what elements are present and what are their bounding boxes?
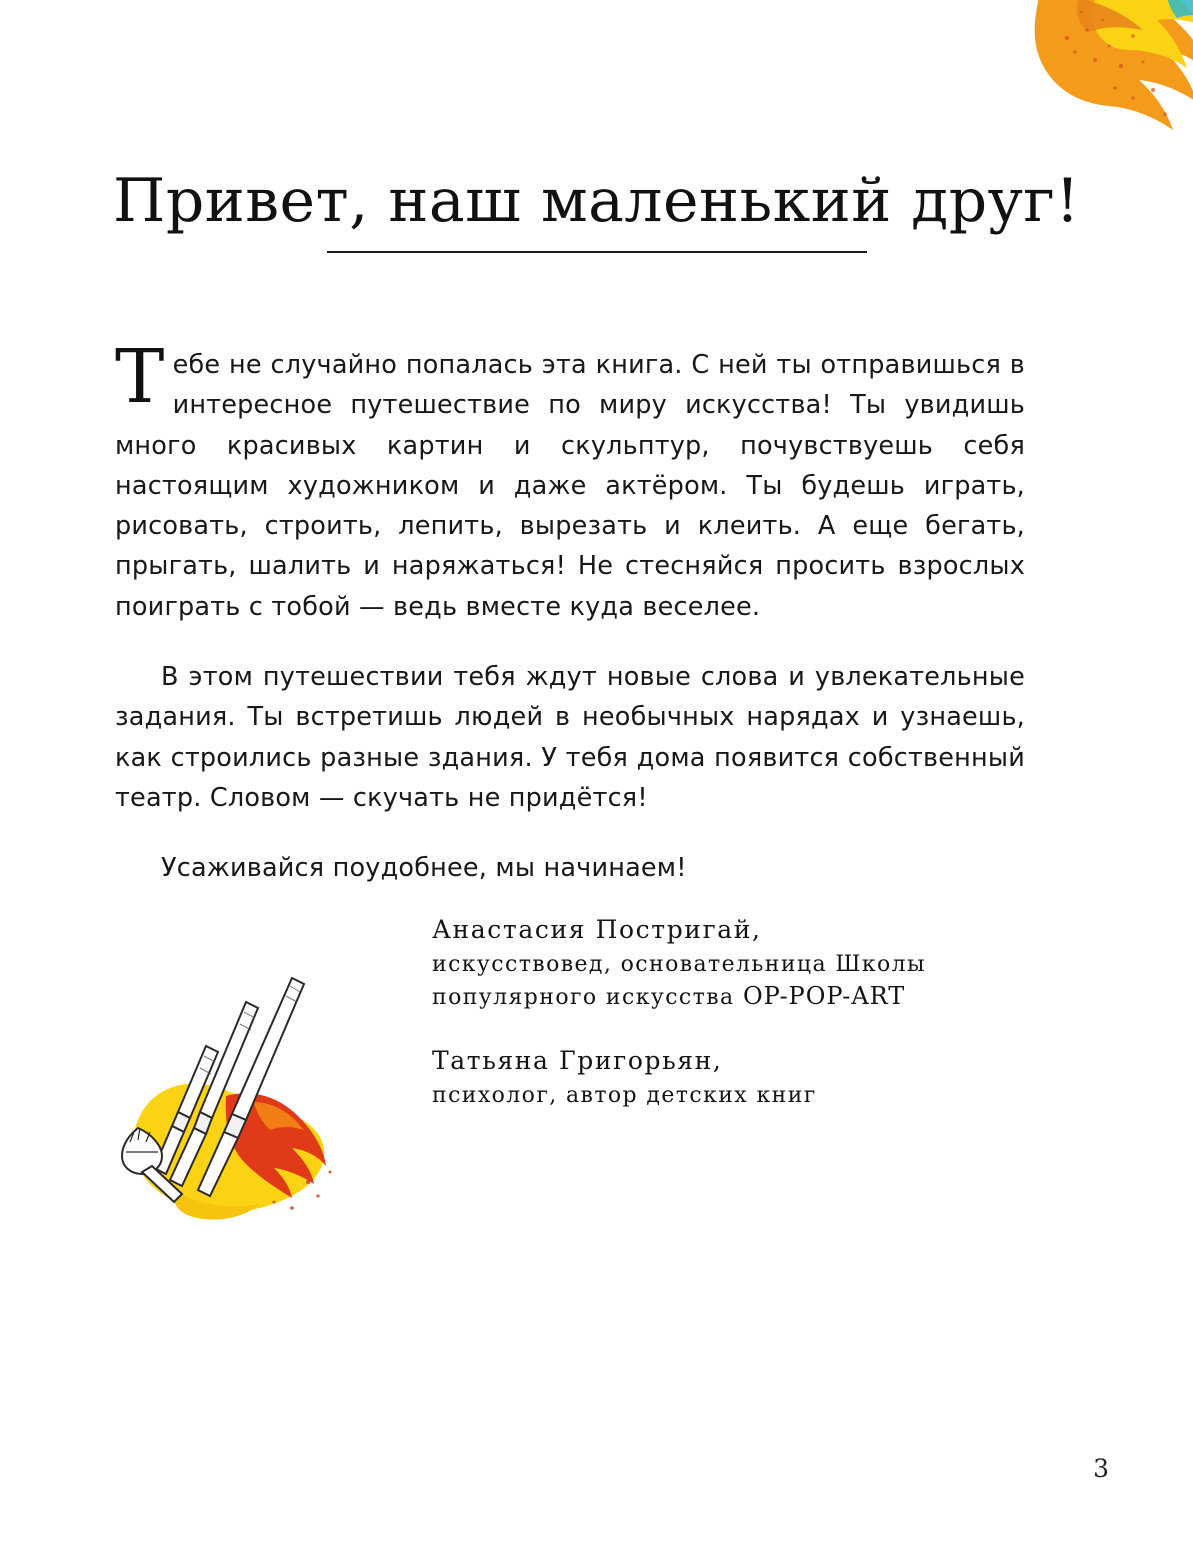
page-number: 3 bbox=[1093, 1454, 1109, 1483]
title-divider bbox=[327, 251, 867, 253]
paragraph-1 bbox=[115, 334, 1025, 627]
signature-author-2 bbox=[432, 1046, 1052, 1111]
signature-role-2: психолог, автор детских книг bbox=[432, 1083, 817, 1109]
school-brand-name: OP-POP-ART bbox=[742, 981, 906, 1010]
paragraph-1-text: ебе не случайно попалась эта книга. С ней ты отправишься в интересное путешествие по миру искусства! Ты увидишь много красивых картин и скульптур, почувствуешь себя настоящим художником и даже актёром. Ты будешь играть, рисовать, строить, лепить, вырезать и клеить. А еще бегать, прыгать, шалить и наряжаться! Не стесняйся просить взрослых поиграть с тобой — ведь вместе куда веселее. bbox=[115, 350, 1025, 622]
signature-author-1 bbox=[432, 915, 1052, 1012]
signature-role-1-line2: популярного искусства bbox=[432, 984, 735, 1010]
page-title-block bbox=[0, 166, 1193, 253]
paint-brushes-icon bbox=[78, 950, 428, 1270]
paragraph-3: Усаживайся поудобнее, мы начинаем! bbox=[161, 853, 687, 884]
drop-cap: Т bbox=[115, 334, 165, 420]
paragraph-2: В этом путешествии тебя ждут новые слова и увлекательные задания. Ты встретишь людей в необычных нарядах и узнаешь, как строились разные здания. У тебя дома появится собственный театр. Словом — скучать не придётся! bbox=[115, 661, 1025, 813]
signature-block bbox=[432, 915, 1052, 1111]
page-body bbox=[115, 334, 1025, 888]
signature-name-1: Анастасия Постригай, bbox=[432, 915, 762, 944]
page-title: Привет, наш маленький друг! bbox=[113, 166, 1080, 236]
signature-role-1 bbox=[432, 950, 1052, 1012]
signature-name-2: Татьяна Григорьян, bbox=[432, 1046, 723, 1076]
signature-role-1-line1: искусствовед, основательница Школы bbox=[432, 952, 926, 977]
